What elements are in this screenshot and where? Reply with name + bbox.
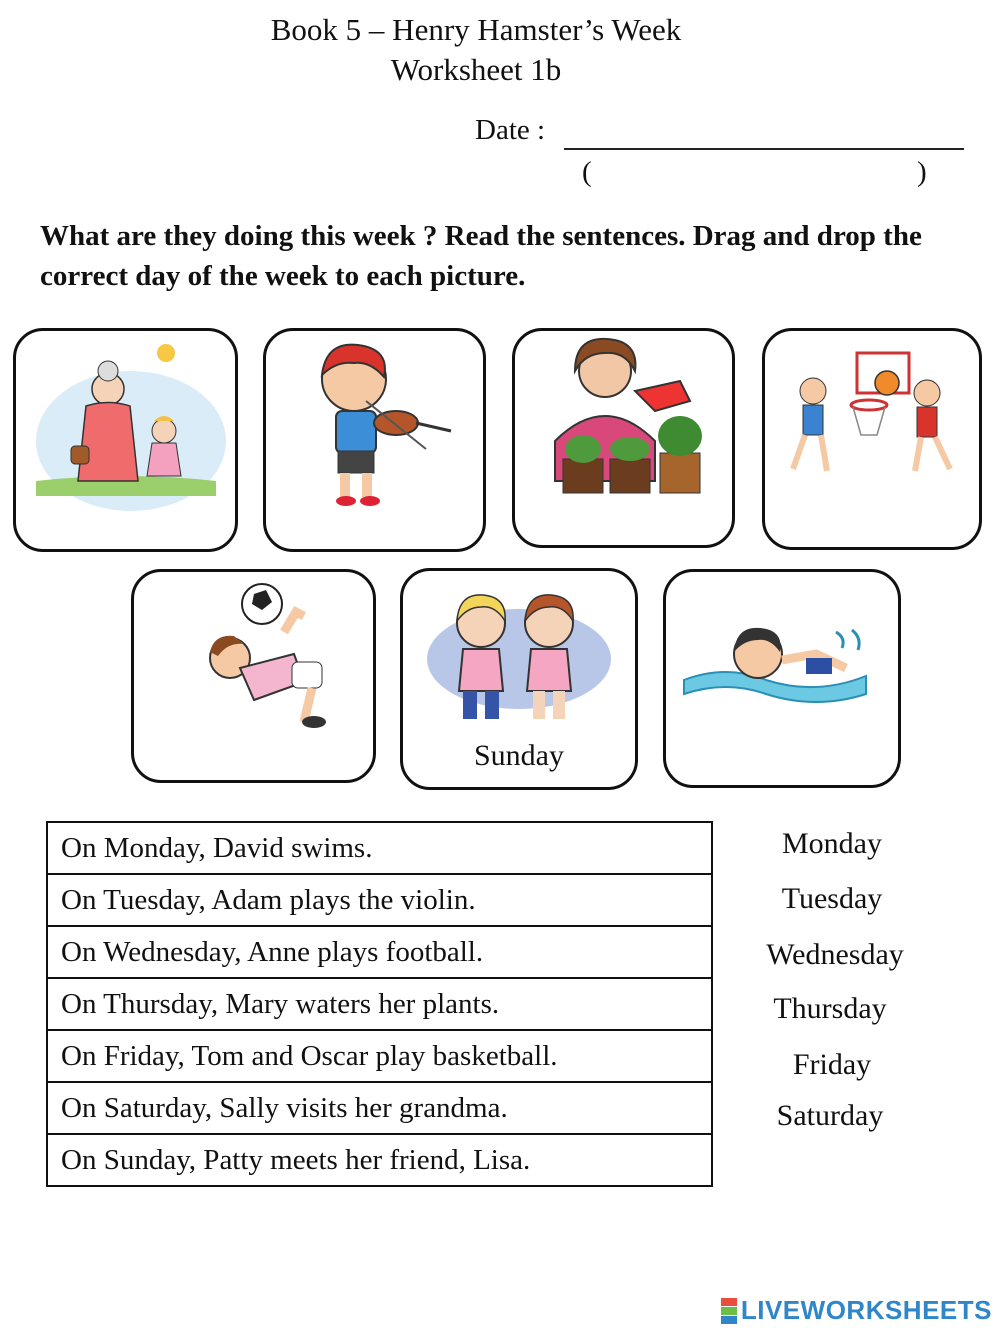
- table-row: [47, 1134, 712, 1186]
- worksheet-title: Book 5 – Henry Hamster’s Week: [270, 12, 682, 47]
- drag-day-friday[interactable]: Friday: [792, 1048, 872, 1081]
- grandma-picture-illustration: [16, 331, 235, 549]
- picture-card-friends[interactable]: [400, 568, 638, 790]
- liveworksheets-logo-text: LIVEWORKSHEETS: [740, 1295, 992, 1325]
- watering-plants-picture-illustration: [515, 331, 732, 545]
- liveworksheets-mark-icon: [721, 1298, 737, 1324]
- picture-card-grandma[interactable]: [13, 328, 238, 552]
- card-day-label: Sunday: [474, 739, 564, 772]
- picture-card-watering[interactable]: [512, 328, 735, 548]
- picture-card-swimming[interactable]: [663, 569, 901, 788]
- drag-day-thursday[interactable]: Thursday: [773, 992, 887, 1025]
- table-row: [47, 978, 712, 1030]
- instructions: What are they doing this week ? Read the sentences. Drag and drop the correct day of the week to each picture.: [40, 220, 922, 292]
- sentence-cell: On Wednesday, Anne plays football.: [47, 926, 712, 978]
- drag-day-monday[interactable]: Monday: [782, 827, 882, 860]
- football-picture-illustration: [134, 572, 373, 780]
- table-row: [47, 1030, 712, 1082]
- drag-day-saturday[interactable]: Saturday: [776, 1099, 884, 1132]
- sentence-cell: On Monday, David swims.: [47, 822, 712, 874]
- table-row: [47, 1082, 712, 1134]
- sentence-cell: On Saturday, Sally visits her grandma.: [47, 1082, 712, 1134]
- worksheet-subtitle: Worksheet 1b: [390, 52, 562, 87]
- picture-card-basketball[interactable]: [762, 328, 982, 550]
- sentences-table: [46, 821, 713, 1187]
- sentence-cell: On Sunday, Patty meets her friend, Lisa.: [47, 1134, 712, 1186]
- paren-close: ): [917, 156, 927, 188]
- date-input-line[interactable]: [564, 148, 964, 150]
- sentence-cell: On Friday, Tom and Oscar play basketball.: [47, 1030, 712, 1082]
- table-row: [47, 926, 712, 978]
- date-label: Date :: [475, 114, 546, 146]
- table-row: [47, 874, 712, 926]
- drag-day-tuesday[interactable]: Tuesday: [781, 882, 883, 915]
- drag-day-wednesday[interactable]: Wednesday: [766, 938, 904, 971]
- picture-card-football[interactable]: [131, 569, 376, 783]
- table-row: [47, 822, 712, 874]
- liveworksheets-logo: [721, 1295, 992, 1326]
- sentence-cell: On Thursday, Mary waters her plants.: [47, 978, 712, 1030]
- violin-picture-illustration: [266, 331, 483, 549]
- sentence-cell: On Tuesday, Adam plays the violin.: [47, 874, 712, 926]
- swimming-picture-illustration: [666, 572, 898, 785]
- picture-card-violin[interactable]: [263, 328, 486, 552]
- basketball-picture-illustration: [765, 331, 979, 547]
- paren-open: (: [582, 156, 592, 188]
